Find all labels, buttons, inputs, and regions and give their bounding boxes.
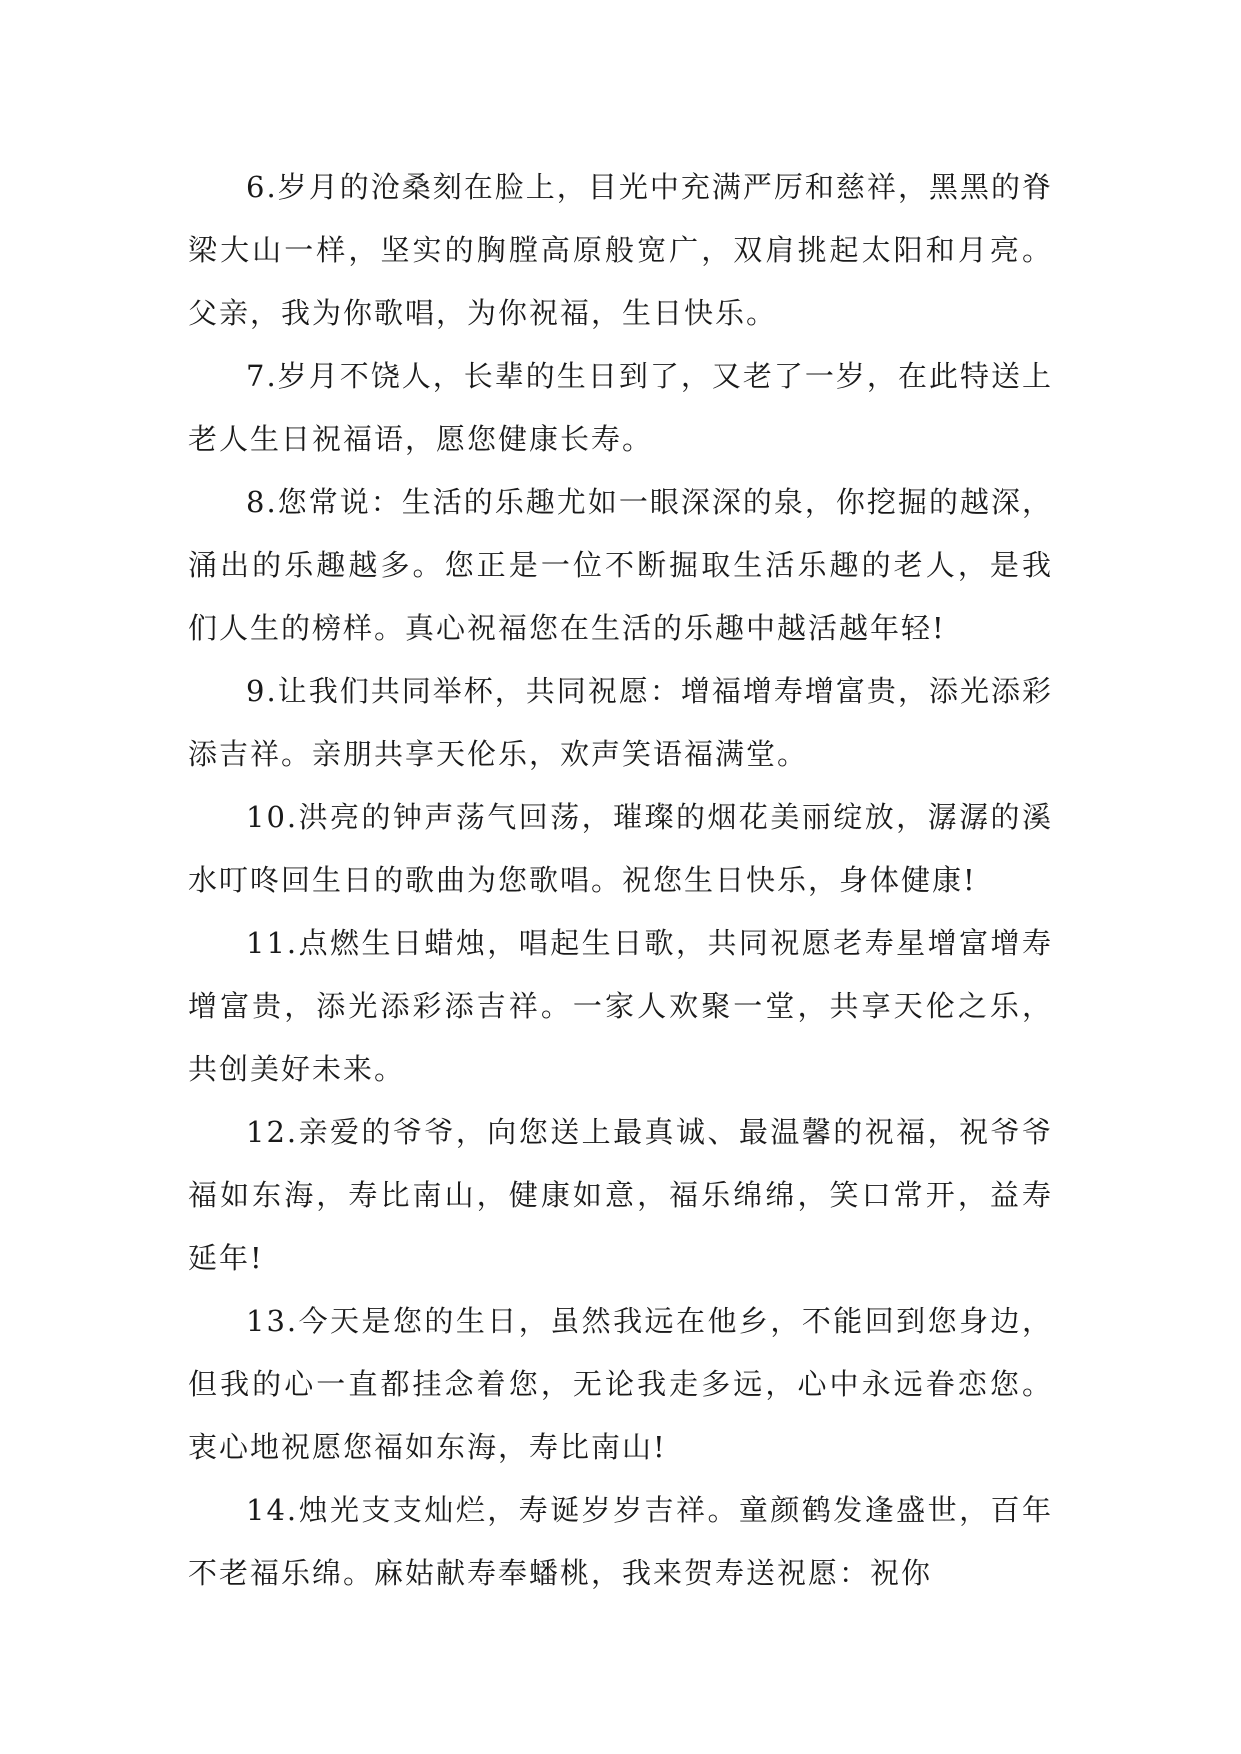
paragraph-12: 12.亲爱的爷爷，向您送上最真诚、最温馨的祝福，祝爷爷福如东海，寿比南山，健康如意，福乐绵绵，笑口常开，益寿延年! bbox=[188, 1115, 1053, 1275]
paragraph-13: 13.今天是您的生日，虽然我远在他乡，不能回到您身边，但我的心一直都挂念着您，无论我走多远，心中永远眷恋您。衷心地祝愿您福如东海，寿比南山! bbox=[188, 1304, 1053, 1464]
paragraph-8: 8.您常说：生活的乐趣尤如一眼深深的泉，你挖掘的越深，涌出的乐趣越多。您正是一位不断掘取生活乐趣的老人，是我们人生的榜样。真心祝福您在生活的乐趣中越活越年轻! bbox=[188, 485, 1053, 645]
paragraph-6: 6.岁月的沧桑刻在脸上，目光中充满严厉和慈祥，黑黑的脊梁大山一样，坚实的胸膛高原般宽广，双肩挑起太阳和月亮。父亲，我为你歌唱，为你祝福，生日快乐。 bbox=[188, 170, 1053, 330]
paragraph-14: 14.烛光支支灿烂，寿诞岁岁吉祥。童颜鹤发逢盛世，百年不老福乐绵。麻姑献寿奉蟠桃，我来贺寿送祝愿：祝你 bbox=[188, 1493, 1053, 1590]
paragraph-10: 10.洪亮的钟声荡气回荡，璀璨的烟花美丽绽放，潺潺的溪水叮咚回生日的歌曲为您歌唱。祝您生日快乐，身体健康! bbox=[188, 800, 1053, 897]
paragraph-11: 11.点燃生日蜡烛，唱起生日歌，共同祝愿老寿星增富增寿增富贵，添光添彩添吉祥。一家人欢聚一堂，共享天伦之乐，共创美好未来。 bbox=[188, 926, 1053, 1086]
document-body bbox=[188, 156, 1053, 1605]
paragraph-9: 9.让我们共同举杯，共同祝愿：增福增寿增富贵，添光添彩添吉祥。亲朋共享天伦乐，欢声笑语福满堂。 bbox=[188, 674, 1053, 771]
paragraph-7: 7.岁月不饶人，长辈的生日到了，又老了一岁，在此特送上老人生日祝福语，愿您健康长寿。 bbox=[188, 359, 1053, 456]
